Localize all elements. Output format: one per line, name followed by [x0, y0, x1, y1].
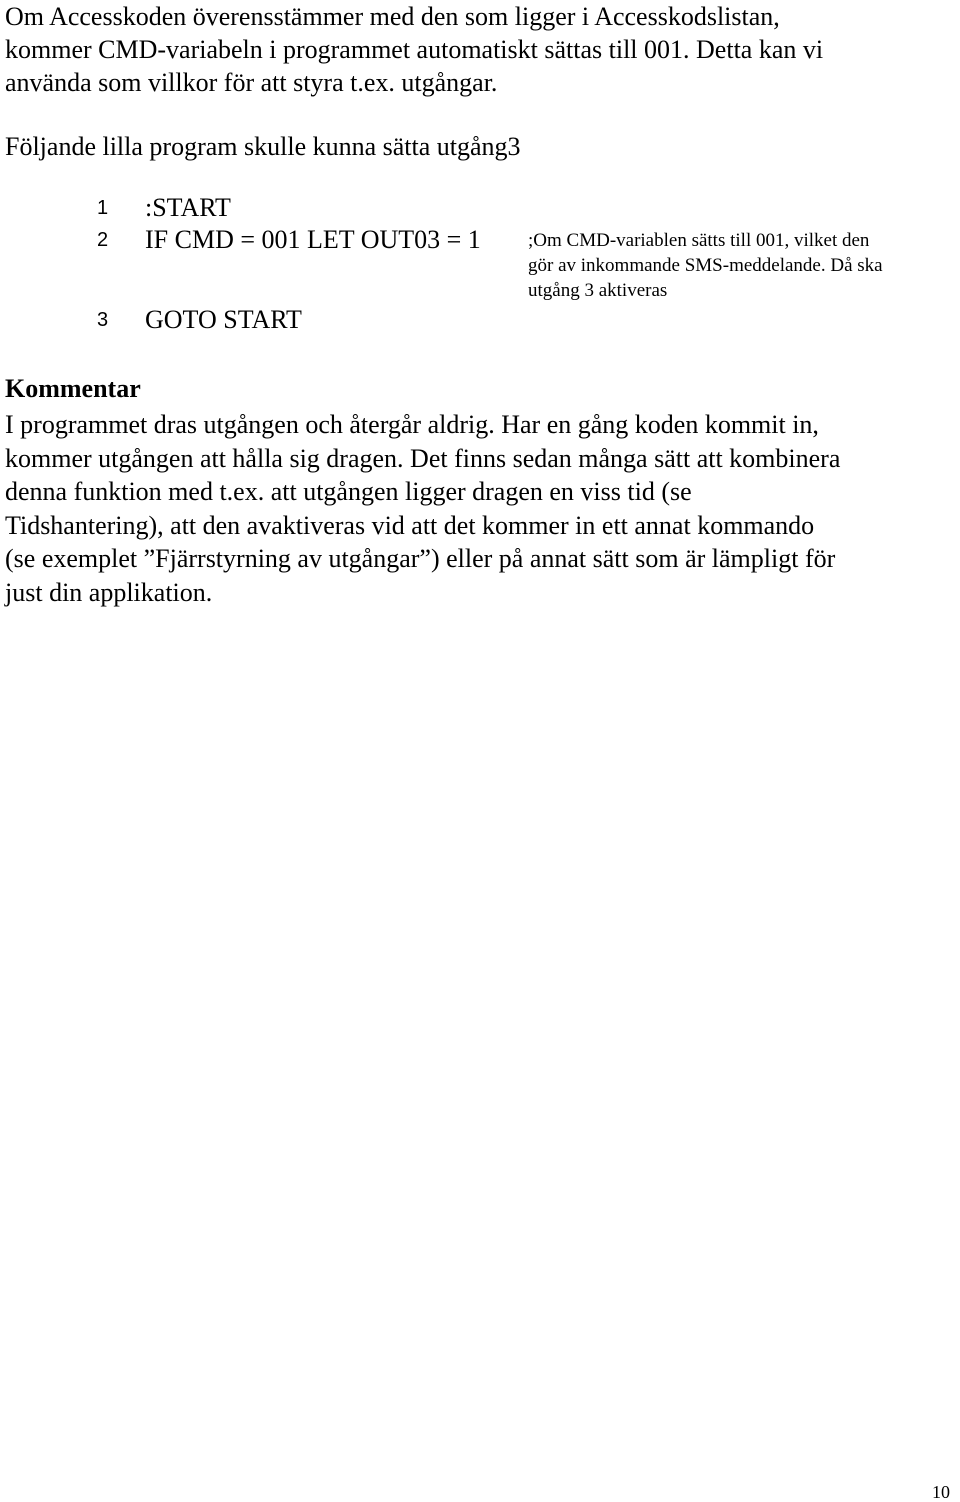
body-line: denna funktion med t.ex. att utgången ligger dragen en viss tid (se — [5, 477, 692, 506]
line-number: 2 — [97, 229, 109, 251]
body-line: just din applikation. — [5, 577, 213, 607]
lead-sentence: Följande lilla program skulle kunna sätta utgång3 — [5, 132, 521, 161]
line-number: 3 — [97, 309, 109, 331]
kommentar-paragraph — [5, 408, 960, 609]
intro-line: Om Accesskoden överensstämmer med den som ligger i Accesskodslistan, — [5, 2, 780, 31]
intro-paragraph — [5, 0, 955, 99]
page-number: 10 — [932, 1482, 950, 1502]
comment-line: gör av inkommande SMS-meddelande. Då ska — [528, 255, 883, 276]
body-line: kommer utgången att hålla sig dragen. Det finns sedan många sätt att kombinera — [5, 443, 841, 473]
intro-line: använda som villkor för att styra t.ex. utgångar. — [5, 68, 498, 97]
kommentar-heading: Kommentar — [5, 374, 141, 403]
code-text: GOTO START — [145, 305, 302, 334]
comment-line: utgång 3 aktiveras — [528, 280, 668, 301]
code-text: :START — [145, 193, 231, 222]
line-number: 1 — [97, 197, 109, 219]
intro-line: kommer CMD-variabeln i programmet automatiskt sättas till 001. Detta kan vi — [5, 35, 824, 64]
code-comment — [525, 228, 960, 303]
body-line: I programmet dras utgången och återgår aldrig. Har en gång koden kommit in, — [5, 410, 819, 439]
body-line: Tidshantering), att den avaktiveras vid att det kommer in ett annat kommando — [5, 510, 815, 540]
code-text: IF CMD = 001 LET OUT03 = 1 — [145, 225, 481, 254]
body-line: (se exemplet ”Fjärrstyrning av utgångar”) eller på annat sätt som är lämpligt för — [5, 544, 836, 573]
comment-line: ;Om CMD-variablen sätts till 001, vilket den — [528, 230, 870, 251]
